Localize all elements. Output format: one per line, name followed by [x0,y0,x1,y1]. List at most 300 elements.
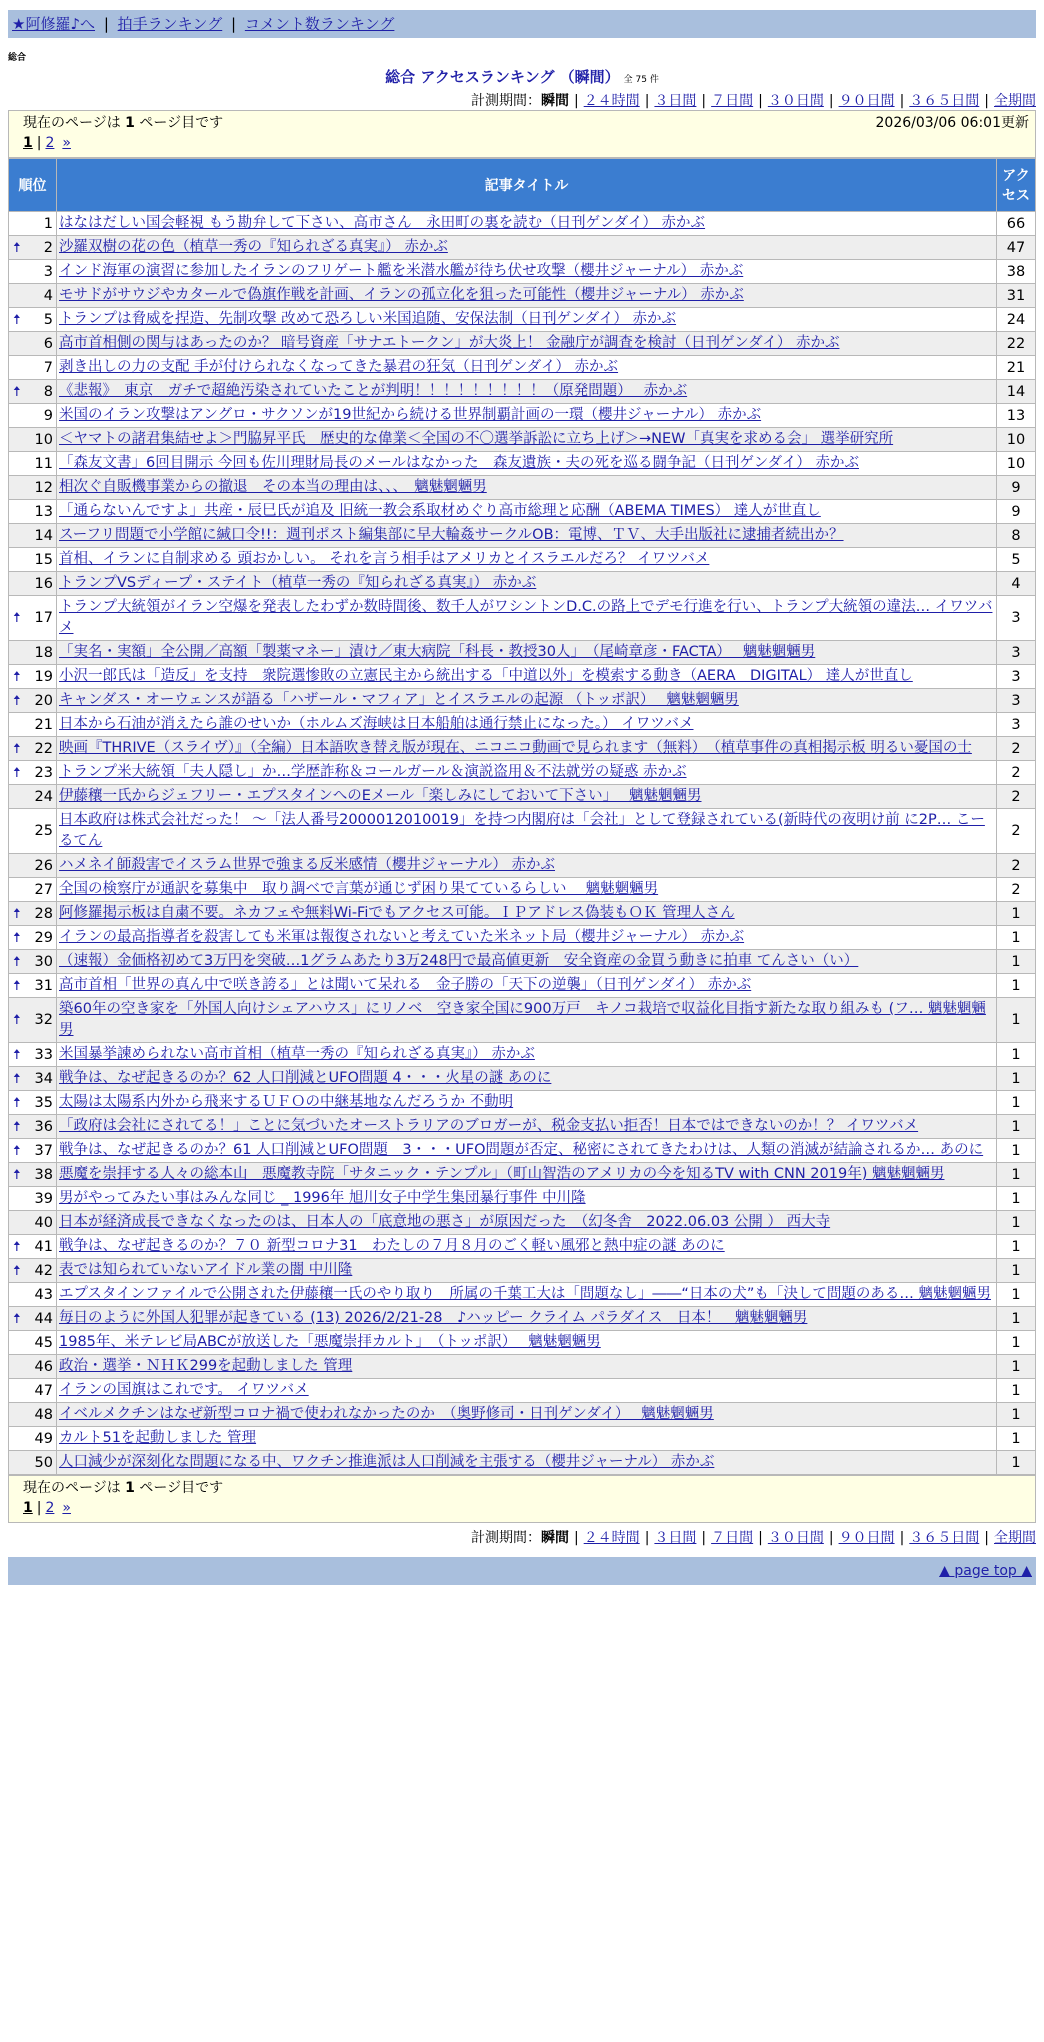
article-link[interactable]: カルト51を起動しました 管理 [59,1430,257,1446]
rank-number: 34 [34,1070,53,1087]
rank-cell [9,689,57,713]
table-row [9,902,1036,926]
access-count: 2 [997,761,1036,785]
article-link[interactable]: 伊藤穰一氏からジェフリー・エプスタインへのEメール「楽しみにしておいて下さい」 魑魅魍魎男 [59,788,702,804]
article-link[interactable]: 男がやってみたい事はみんな同じ _ 1996年 旭川女子中学生集団暴行事件 中川隆 [59,1190,586,1206]
title-cell [57,878,997,902]
rank-number: 3 [43,263,53,280]
article-link[interactable]: 沙羅双樹の花の色（植草一秀の『知られざる真実』） 赤かぶ [59,239,448,255]
table-row [9,356,1036,380]
rank-cell [9,428,57,452]
page-link[interactable]: 2 [45,135,55,151]
article-link[interactable]: 悪魔を崇拝する人々の総本山 悪魔教寺院「サタニック・テンプル」（町山智浩のアメリカの今を知るTV with CNN 2019年) 魑魅魍魎男 [59,1166,945,1182]
period-option-link[interactable]: 全期間 [994,93,1036,109]
rank-cell [9,713,57,737]
comment-ranking-link[interactable]: コメント数ランキング [244,15,395,33]
article-link[interactable]: トランプは脅威を捏造、先制攻撃 改めて恐ろしい米国追随、安保法制（日刊ゲンダイ） 赤かぶ [59,311,677,327]
table-row [9,452,1036,476]
article-link[interactable]: 米国のイラン攻撃はアングロ・サクソンが19世紀から続ける世界制覇計画の一環（櫻井ジャーナル） 赤かぶ [59,407,762,423]
period-option-link[interactable]: ３６５日間 [909,93,980,109]
rank-cell [9,854,57,878]
article-link[interactable]: 1985年、米テレビ局ABCが放送した「悪魔崇拝カルト」 （トッポ訳） 魑魅魍魎男 [59,1334,601,1350]
rank-number: 40 [34,1214,53,1231]
period-separator: | [984,93,989,109]
period-option-link[interactable]: ３６５日間 [909,1530,980,1546]
title-cell [57,1403,997,1427]
article-link[interactable]: 戦争は、なぜ起きるのか？62 人口削減とUFO問題 4・・・火星の謎 あのに [59,1070,552,1086]
title-cell [57,1043,997,1067]
table-row [9,596,1036,641]
rank-cell [9,809,57,854]
rank-cell [9,452,57,476]
rank-cell [9,1379,57,1403]
rank-cell [9,950,57,974]
access-count: 9 [997,476,1036,500]
rank-cell [9,1331,57,1355]
title-header: 記事タイトル [57,159,997,212]
footer-bar [8,1557,1036,1585]
rank-cell [9,572,57,596]
rank-cell [9,1043,57,1067]
access-count: 3 [997,713,1036,737]
article-link[interactable]: 築60年の空き家を「外国人向けシェアハウス」にリノベ 空き家全国に900万戸 キノコ栽培で収益化目指す新たな取り組みも (フ… 魑魅魍魎男 [59,1001,986,1038]
article-link[interactable]: 首相、イランに自制求める 頭おかしい。 それを言う相手はアメリカとイスラエルだろ？ イワツバメ [59,551,710,567]
page-link-current[interactable]: 1 [23,135,33,151]
article-link[interactable]: 高市首相「世界の真ん中で咲き誇る」とは聞いて呆れる 金子勝の「天下の逆襲」（日刊ゲンダイ） 赤かぶ [59,977,752,993]
rank-number: 5 [43,311,53,328]
period-label: 計測期間： [470,93,541,109]
up-arrow-icon: 🠅 [13,1166,21,1183]
table-row [9,1163,1036,1187]
article-link[interactable]: スーフリ問題で小学館に緘口令!!：週刊ポスト編集部に早大輪姦サークルOB：電博、ＴＶ、大手出版社に逮捕者続出か？ [59,527,844,543]
rank-cell [9,1283,57,1307]
access-count: 1 [997,1043,1036,1067]
period-option-link[interactable]: ７日間 [711,93,754,109]
article-link[interactable]: 《悲報》 東京 ガチで超絶汚染されていたことが判明！！！！！！！！！（原発問題） 赤かぶ [59,383,688,399]
rank-number: 44 [34,1310,53,1327]
title-cell [57,236,997,260]
title-cell [57,404,997,428]
rank-number: 20 [34,692,53,709]
rank-number: 22 [34,740,53,757]
title-cell [57,308,997,332]
total-count: 全 75 件 [623,75,659,85]
up-arrow-icon: 🠅 [13,311,21,328]
access-count: 1 [997,1067,1036,1091]
period-separator: | [899,93,905,109]
rank-number: 37 [34,1142,53,1159]
article-link[interactable]: 表では知られていないアイドル業の闇 中川隆 [59,1262,353,1278]
rank-number: 35 [34,1094,53,1111]
table-row [9,212,1036,236]
access-count: 1 [997,1211,1036,1235]
period-option-link[interactable]: ９０日間 [838,1530,895,1546]
rank-number: 8 [43,383,53,400]
rank-number: 2 [43,239,53,256]
page-status-prefix: 現在のページは [23,1480,126,1496]
article-link[interactable]: 全国の検察庁が通訳を募集中 取り調べで言葉が通じず困り果てているらしい 魑魅魍魎男 [59,881,659,897]
article-link[interactable]: 「通らないんですよ」共産・辰巳氏が追及 旧統一教会系取材めぐり高市総理と応酬（ABEMA TIMES） 達人が世直し [59,503,821,519]
table-row [9,926,1036,950]
clap-ranking-link[interactable]: 拍手ランキング [117,15,223,33]
period-selector-top [8,90,1036,110]
period-option-link[interactable]: ２４時間 [583,93,640,109]
access-count: 1 [997,926,1036,950]
title-cell [57,476,997,500]
rank-number: 36 [34,1118,53,1135]
rank-cell [9,1091,57,1115]
access-count: 31 [997,284,1036,308]
up-arrow-icon: 🠅 [13,977,21,994]
access-count: 1 [997,1139,1036,1163]
access-count: 3 [997,641,1036,665]
title-cell [57,596,997,641]
rank-number: 50 [34,1454,53,1471]
table-row [9,1403,1036,1427]
table-row [9,1211,1036,1235]
access-count: 1 [997,1307,1036,1331]
page-status-suffix: ページ目です [134,1480,224,1496]
title-cell [57,854,997,878]
period-option-link[interactable]: ３０日間 [767,93,824,109]
rank-number: 18 [34,644,53,661]
article-link[interactable]: 日本が経済成長できなくなったのは、日本人の「底意地の悪さ」が原因だった （幻冬舎 2022.06.03 公開 ） 西大寺 [59,1214,831,1230]
access-count: 1 [997,1451,1036,1475]
access-count: 8 [997,524,1036,548]
access-count: 2 [997,878,1036,902]
access-count: 1 [997,1115,1036,1139]
article-link[interactable]: 米国暴挙諫められない高市首相（植草一秀の『知られざる真実』） 赤かぶ [59,1046,535,1062]
up-arrow-icon: 🠅 [13,1238,21,1255]
rank-cell [9,548,57,572]
article-link[interactable]: 相次ぐ自販機事業からの撤退 その本当の理由は、、、 魑魅魍魎男 [59,479,487,495]
table-row [9,1331,1036,1355]
period-option-current: 瞬間 [540,1530,569,1546]
rank-number: 48 [34,1406,53,1423]
page [8,10,1036,1585]
table-row [9,1451,1036,1475]
article-link[interactable]: 「政府は会社にされてる！」ことに気づいたオーストラリアのブロガーが、税金支払い拒否！日本ではできないのか！？ イワツバメ [59,1118,919,1134]
title-cell [57,1211,997,1235]
table-row [9,950,1036,974]
access-count: 1 [997,1235,1036,1259]
access-count: 1 [997,1259,1036,1283]
period-separator: | [758,93,763,109]
rank-cell [9,1211,57,1235]
article-link[interactable]: インド海軍の演習に参加したイランのフリゲート艦を米潜水艦が待ち伏せ攻撃（櫻井ジャーナル） 赤かぶ [59,263,744,279]
article-link[interactable]: 人口減少が深刻化な問題になる中、ワクチン推進派は人口削減を主張する（櫻井ジャーナル） 赤かぶ [59,1454,715,1470]
title-cell [57,950,997,974]
up-arrow-icon: 🠅 [13,668,21,685]
rank-number: 32 [34,1012,53,1028]
article-link[interactable]: トランプ大統領がイラン空爆を発表したわずか数時間後、数千人がワシントンD.C.の路上でデモ行進を行い、トランプ大統領の違法… イワツバメ [59,599,993,636]
rank-number: 13 [34,503,53,520]
next-page-link[interactable]: » [62,1500,71,1516]
period-separator: | [984,1530,989,1546]
rank-number: 42 [34,1262,53,1279]
rank-number: 26 [34,857,53,874]
table-row [9,665,1036,689]
rank-cell [9,1163,57,1187]
article-link[interactable]: はなはだしい国会軽視 もう勘弁して下さい、高市さん 永田町の裏を読む（日刊ゲンダイ） 赤かぶ [59,215,706,231]
title-cell [57,785,997,809]
title-cell [57,332,997,356]
title-cell [57,1451,997,1475]
table-row [9,308,1036,332]
up-arrow-icon: 🠅 [13,1070,21,1087]
rank-number: 10 [34,431,53,448]
page-status-number: 1 [125,115,135,131]
title-cell [57,452,997,476]
rank-number: 19 [34,668,53,685]
title-cell [57,926,997,950]
article-link[interactable]: 日本政府は株式会社だった！ ～「法人番号2000012010019」を持つ内閣府は「会社」として登録されている(新時代の夜明け前 に2P… こーるてん [59,812,985,849]
table-row [9,236,1036,260]
table-row [9,1235,1036,1259]
up-arrow-icon: 🠅 [13,1310,21,1327]
table-row [9,1115,1036,1139]
rank-cell [9,878,57,902]
access-header: アク セス [997,159,1036,212]
rank-number: 25 [34,823,53,839]
access-count: 3 [997,665,1036,689]
table-row [9,737,1036,761]
period-option-link[interactable]: ７日間 [711,1530,754,1546]
rank-cell [9,1307,57,1331]
page-title [385,68,659,86]
title-cell [57,1355,997,1379]
up-arrow-icon: 🠅 [13,239,21,256]
rank-cell [9,665,57,689]
period-option-link[interactable]: ２４時間 [583,1530,640,1546]
table-row [9,404,1036,428]
page-link-current[interactable]: 1 [23,1500,33,1516]
period-option-link[interactable]: ３日間 [654,1530,697,1546]
rank-cell [9,1355,57,1379]
period-separator: | [899,1530,905,1546]
period-label: 計測期間： [470,1530,541,1546]
rank-cell [9,332,57,356]
access-count: 38 [997,260,1036,284]
rank-number: 39 [34,1190,53,1207]
category-tag: 総合 [8,53,27,63]
up-arrow-icon: 🠅 [13,1262,21,1279]
table-row [9,1427,1036,1451]
article-link[interactable]: （速報）金価格初めて3万円を突破…1グラムあたり3万248円で最高値更新 安全資産の金買う動きに拍車 てんさい（い） [59,953,859,969]
updated-timestamp: 2026/03/06 06:01更新 [875,115,1029,131]
period-separator: | [644,93,650,109]
page-status-row [23,1478,1029,1498]
article-link[interactable]: 戦争は、なぜ起きるのか？７０ 新型コロナ31 わたしの７月８月のごく軽い風邪と熱中症の謎 あのに [59,1238,725,1254]
rank-number: 12 [34,479,53,496]
article-link[interactable]: イランの国旗はこれです。 イワツバメ [59,1382,309,1398]
article-link[interactable]: 太陽は太陽系内外から飛来するＵＦＯの中継基地なんだろうか 不動明 [59,1094,514,1110]
article-link[interactable]: 「森友文書」6回目開示 今回も佐川理財局長のメールはなかった 森友遺族・夫の死を巡る闘争記（日刊ゲンダイ） 赤かぶ [59,455,859,471]
table-row [9,476,1036,500]
period-separator: | [701,1530,707,1546]
rank-cell [9,1115,57,1139]
rank-cell [9,500,57,524]
article-link[interactable]: トランプVSディープ・ステイト（植草一秀の『知られざる真実』） 赤かぶ [59,575,537,591]
rank-cell [9,1067,57,1091]
up-arrow-icon: 🠅 [13,1118,21,1135]
table-row [9,428,1036,452]
rank-number: 27 [34,881,53,898]
pagination [23,1498,1029,1518]
title-cell [57,809,997,854]
title-cell [57,500,997,524]
title-cell [57,737,997,761]
title-cell [57,1091,997,1115]
nav-separator: | [231,15,237,33]
period-option-link[interactable]: ３日間 [654,93,697,109]
rank-cell [9,404,57,428]
article-link[interactable]: ＜ヤマトの諸君集結せよ＞門脇昇平氏 歴史的な偉業＜全国の不〇選挙訴訟に立ち上げ＞→NEW「真実を求める会」 選挙研究所 [59,431,894,447]
access-count: 5 [997,548,1036,572]
rank-number: 31 [34,977,53,994]
table-row [9,998,1036,1043]
title-cell [57,1379,997,1403]
rank-cell [9,476,57,500]
period-selector-bottom [8,1527,1036,1547]
title-cell [57,1139,997,1163]
top-nav [8,10,1036,38]
rank-number: 14 [34,527,53,544]
table-row [9,785,1036,809]
home-link[interactable]: ★阿修羅♪へ [12,15,96,33]
title-cell [57,1163,997,1187]
title-cell [57,641,997,665]
up-arrow-icon: 🠅 [13,905,21,922]
article-link[interactable]: 剥き出しの力の支配 手が付けられなくなってきた暴君の狂気（日刊ゲンダイ） 赤かぶ [59,359,619,375]
access-count: 24 [997,308,1036,332]
page-title-text: 総合 アクセスランキング （瞬間） [385,68,620,86]
title-cell [57,428,997,452]
up-arrow-icon: 🠅 [13,383,21,400]
rank-cell [9,212,57,236]
rank-number: 17 [34,610,53,626]
title-cell [57,998,997,1043]
title-cell [57,1235,997,1259]
article-link[interactable]: 小沢一郎氏は「造反」を支持 衆院選惨敗の立憲民主から統出する「中道以外」を模索する動き（AERA DIGITAL） 達人が世直し [59,668,913,684]
title-cell [57,974,997,998]
access-count: 1 [997,1091,1036,1115]
access-count: 2 [997,737,1036,761]
table-row [9,548,1036,572]
title-cell [57,1283,997,1307]
rank-number: 29 [34,929,53,946]
article-link[interactable]: キャンダス・オーウェンスが語る「ハザール・マフィア」とイスラエルの起源 （トッポ訳） 魑魅魍魎男 [59,692,739,708]
table-row [9,500,1036,524]
rank-cell [9,1403,57,1427]
table-row [9,260,1036,284]
article-link[interactable]: イランの最高指導者を殺害しても米軍は報復されないと考えていた米ネット局（櫻井ジャーナル） 赤かぶ [59,929,745,945]
rank-number: 47 [34,1382,53,1399]
table-row [9,974,1036,998]
access-count: 2 [997,854,1036,878]
rank-number: 30 [34,953,53,970]
table-row [9,809,1036,854]
pagination [23,133,1029,153]
article-link[interactable]: モサドがサウジやカタールで偽旗作戦を計画、イランの孤立化を狙った可能性（櫻井ジャーナル） 赤かぶ [59,287,744,303]
rank-cell [9,308,57,332]
table-row [9,1307,1036,1331]
next-page-link[interactable]: » [62,135,71,151]
rank-number: 7 [43,359,53,376]
rank-header: 順位 [9,159,57,212]
article-link[interactable]: 高市首相側の関与はあったのか？ 暗号資産「サナエトークン」が大炎上！ 金融庁が調査を検討（日刊ゲンダイ） 赤かぶ [59,335,840,351]
rank-cell [9,737,57,761]
article-link[interactable]: 戦争は、なぜ起きるのか？61 人口削減とUFO問題 3・・・UFO問題が否定、秘密にされてきたわけは、人類の消滅が結論されるか… あのに [59,1142,984,1158]
table-row [9,854,1036,878]
article-link[interactable]: 阿修羅掲示板は自粛不要。ネカフェや無料Wi-Fiでもアクセス可能。ＩＰアドレス偽装もＯＫ 管理人さん [59,905,735,921]
article-link[interactable]: 日本から石油が消えたら誰のせいか（ホルムズ海峡は日本船舶は通行禁止になった。） イワツバメ [59,716,694,732]
rank-cell [9,236,57,260]
access-count: 1 [997,974,1036,998]
title-block [8,66,1036,87]
pagination-separator: | [36,135,42,151]
period-option-link[interactable]: 全期間 [994,1530,1036,1546]
access-count: 22 [997,332,1036,356]
rank-cell [9,1139,57,1163]
title-cell [57,548,997,572]
page-link[interactable]: 2 [45,1500,55,1516]
period-option-link[interactable]: ３０日間 [767,1530,824,1546]
title-cell [57,713,997,737]
title-cell [57,902,997,926]
page-status-number: 1 [125,1480,135,1496]
article-link[interactable]: 毎日のように外国人犯罪が起きている (13) 2026/2/21-28 ♪ハッピー クライム パラダイス 日本！ 魑魅魍魎男 [59,1310,808,1326]
period-separator: | [701,93,707,109]
table-row [9,761,1036,785]
title-cell [57,689,997,713]
rank-cell [9,926,57,950]
article-link[interactable]: ハメネイ師殺害でイスラム世界で強まる反米感情（櫻井ジャーナル） 赤かぶ [59,857,556,873]
article-link[interactable]: イベルメクチンはなぜ新型コロナ禍で使われなかったのか （奥野修司・日刊ゲンダイ） 魑魅魍魎男 [59,1406,714,1422]
period-separator: | [758,1530,763,1546]
pager-top [8,110,1036,158]
table-row [9,1043,1036,1067]
article-link[interactable]: エプスタインファイルで公開された伊藤穰一氏のやり取り 所属の千葉工大は「問題なし」――“日本の犬”も「決して問題のある… 魑魅魍魎男 [59,1286,991,1302]
page-top-link[interactable]: ▲ page top ▲ [939,1563,1032,1579]
up-arrow-icon: 🠅 [13,1046,21,1063]
access-count: 1 [997,902,1036,926]
table-row [9,332,1036,356]
table-row [9,1091,1036,1115]
rank-cell [9,596,57,641]
rank-cell [9,761,57,785]
title-cell [57,1307,997,1331]
title-cell [57,1331,997,1355]
period-separator: | [828,1530,834,1546]
article-link[interactable]: 政治・選挙・ＮＨＫ299を起動しました 管理 [59,1358,353,1374]
rank-number: 43 [34,1286,53,1303]
article-link[interactable]: 「実名・実額」全公開／高額「製薬マネー」漬け／東大病院「科長・教授30人」 （尾崎章彦・FACTA） 魑魅魍魎男 [59,644,816,660]
table-row [9,689,1036,713]
up-arrow-icon: 🠅 [13,953,21,970]
article-link[interactable]: トランプ米大統領「夫人隠し」か…学歴詐称＆コールガール＆演説盗用＆不法就労の疑惑 赤かぶ [59,764,687,780]
rank-number: 41 [34,1238,53,1255]
access-count: 1 [997,1355,1036,1379]
page-status [23,113,223,133]
rank-cell [9,902,57,926]
rank-number: 38 [34,1166,53,1183]
rank-cell [9,1451,57,1475]
period-option-link[interactable]: ９０日間 [838,93,895,109]
access-count: 2 [997,785,1036,809]
rank-number: 49 [34,1430,53,1447]
article-link[interactable]: 映画『THRIVE（スライヴ）』（全編）日本語吹き替え版が現在、ニコニコ動画で見られます（無料） （植草事件の真相掲示板 明るい憂国の士 [59,740,972,756]
